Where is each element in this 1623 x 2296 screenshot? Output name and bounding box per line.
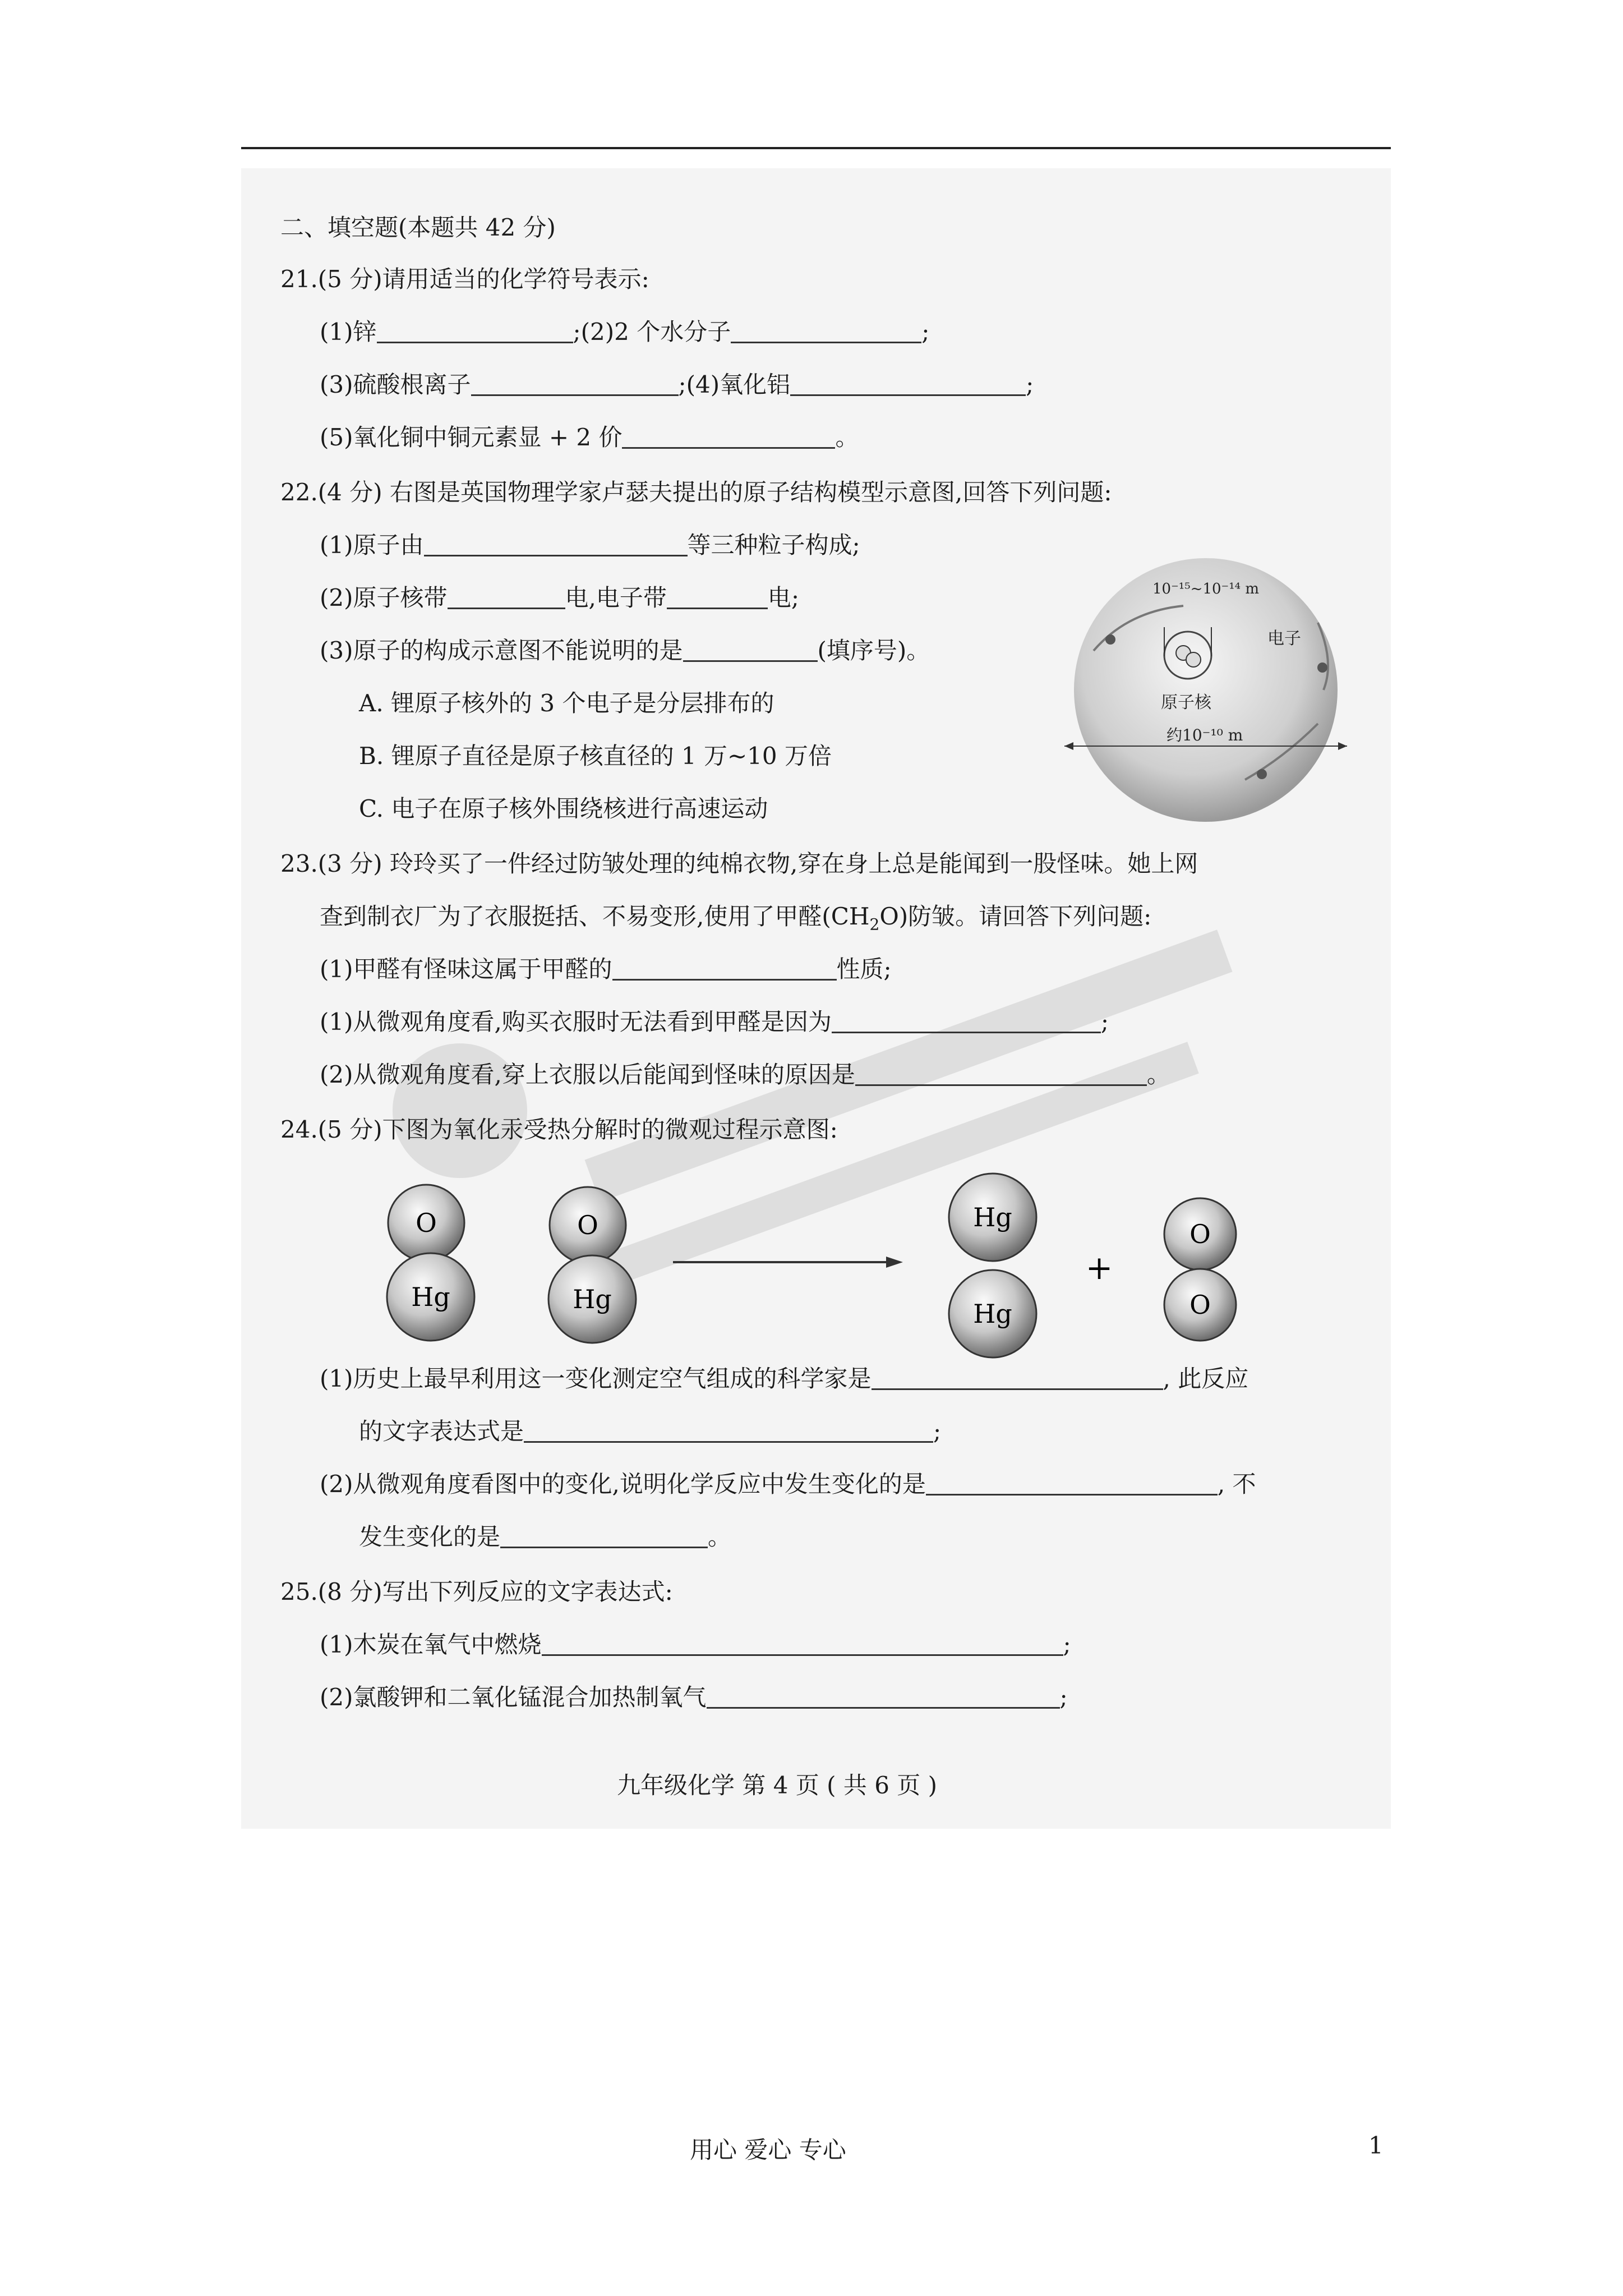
mercury-atom: Hg (973, 1299, 1012, 1329)
q23-label-smell: (2)从微观角度看,穿上衣服以后能闻到怪味的原因是 (320, 1061, 855, 1088)
header-rule (241, 147, 1391, 149)
q22-label-nucleus: (2)原子核带 (320, 584, 448, 611)
q21-blank-zinc[interactable] (377, 319, 573, 343)
q25-line1 (320, 1629, 1071, 1660)
q21-stem: 21.(5 分)请用适当的化学符号表示: (280, 265, 649, 293)
oxygen-atom: O (1189, 1290, 1211, 1320)
q21-label-cuo: (5)氧化铜中铜元素显 + 2 价 (320, 424, 623, 451)
q25-line2 (320, 1682, 1068, 1713)
q21-label-zinc: (1)锌 (320, 318, 377, 346)
q22-line1 (320, 530, 860, 561)
q21-punct-3: 。 (835, 424, 859, 451)
q22-label-cannot: (3)原子的构成示意图不能说明的是 (320, 637, 683, 664)
q22-blank-nucleus-charge[interactable] (448, 585, 565, 609)
q22-blank-cannot[interactable] (683, 638, 818, 662)
q21-label-water: ;(2)2 个水分子 (573, 318, 731, 346)
q22-label-electron-end: 电; (767, 584, 800, 611)
electron-dot (1317, 662, 1327, 673)
atom-model-figure (1060, 555, 1352, 825)
q25-label-kclo3: (2)氯酸钾和二氧化锰混合加热制氧气 (320, 1683, 707, 1711)
q23-blank-invisible[interactable] (832, 1009, 1101, 1033)
electron-dot (1105, 634, 1115, 645)
q22-option-a: A. 锂原子核外的 3 个电子是分层排布的 (359, 689, 774, 717)
q25-blank-charcoal[interactable] (542, 1632, 1063, 1656)
q24-line3 (320, 1469, 1256, 1500)
q22-blank-particles[interactable] (424, 532, 688, 556)
nucleus-label: 原子核 (1161, 693, 1211, 712)
q21-line1 (320, 316, 929, 348)
q25-punct-2: ; (1059, 1683, 1068, 1711)
electron-label: 电子 (1267, 629, 1301, 648)
q22-line2 (320, 582, 799, 614)
q24-label-scientist-end: , 此反应 (1163, 1365, 1249, 1392)
q25-blank-kclo3[interactable] (707, 1685, 1060, 1709)
q23-stem2-end: O)防皱。请回答下列问题: (879, 903, 1152, 930)
q22-stem: 22.(4 分) 右图是英国物理学家卢瑟夫提出的原子结构模型示意图,回答下列问题: (280, 478, 1112, 506)
q22-line3 (320, 635, 930, 666)
q24-blank-equation[interactable] (524, 1419, 933, 1443)
q23-label-invisible: (1)从微观角度看,购买衣服时无法看到甲醛是因为 (320, 1008, 832, 1036)
q23-line3 (320, 1059, 1170, 1091)
oxygen-molecule-product (1164, 1198, 1236, 1341)
q24-blank-changed[interactable] (926, 1471, 1218, 1496)
q22-blank-electron-charge[interactable] (667, 585, 768, 609)
section-title: 二、填空题(本题共 42 分) (280, 214, 556, 241)
q25-label-charcoal: (1)木炭在氧气中燃烧 (320, 1631, 542, 1658)
q24-blank-unchanged[interactable] (500, 1524, 708, 1548)
exam-page-footer: 九年级化学 第 4 页 ( 共 6 页 ) (617, 1772, 938, 1799)
q23-line1 (320, 954, 892, 985)
q23-punct-3: 。 (1146, 1061, 1170, 1088)
q23-stem-line2 (320, 901, 1151, 940)
oxygen-atom: O (416, 1208, 437, 1238)
atom-sphere (1074, 558, 1338, 822)
atom-size-label: 约10⁻¹⁰ m (1166, 726, 1243, 744)
q25-punct-1: ; (1063, 1631, 1071, 1658)
mercury-atom: Hg (973, 1202, 1012, 1232)
page-number: 1 (1368, 2132, 1384, 2159)
q24-punct-4: 。 (708, 1523, 732, 1550)
q22-label-cannot-end: (填序号)。 (817, 637, 930, 664)
q22-option-b: B. 锂原子直径是原子核直径的 1 万~10 万倍 (359, 742, 832, 770)
q21-punct-1: ; (921, 318, 930, 346)
q24-stem: 24.(5 分)下图为氧化汞受热分解时的微观过程示意图: (280, 1116, 838, 1143)
q24-blank-scientist[interactable] (872, 1366, 1163, 1390)
q21-blank-water[interactable] (731, 319, 921, 343)
q23-punct-2: ; (1100, 1008, 1109, 1036)
q21-blank-cuo[interactable] (622, 425, 835, 449)
q21-blank-sulfate[interactable] (471, 372, 679, 396)
document-footer: 用心 爱心 专心 (690, 2136, 846, 2164)
q21-label-sulfate: (3)硫酸根离子 (320, 371, 471, 398)
q23-blank-property[interactable] (612, 956, 837, 981)
electron-dot (1257, 769, 1267, 779)
mercury-atom: Hg (411, 1282, 450, 1312)
q24-punct-2: ; (933, 1418, 942, 1445)
q24-line1 (320, 1363, 1248, 1395)
q21-line2 (320, 369, 1034, 401)
q25-stem: 25.(8 分)写出下列反应的文字表达式: (280, 1578, 673, 1605)
q21-punct-2: ; (1026, 371, 1034, 398)
q24-label-equation: 的文字表达式是 (359, 1418, 524, 1445)
q24-label-changed-end: , 不 (1217, 1470, 1256, 1498)
q23-line2 (320, 1006, 1109, 1038)
q24-line2 (359, 1416, 941, 1447)
q21-blank-alumina[interactable] (790, 372, 1026, 396)
q22-label-electron: 电,电子带 (565, 584, 667, 611)
q24-label-unchanged: 发生变化的是 (359, 1523, 501, 1550)
mercury-atoms-product (949, 1174, 1036, 1358)
hgo-molecule-2 (548, 1187, 636, 1343)
hgo-decomposition-diagram (381, 1167, 1335, 1369)
q22-option-c: C. 电子在原子核外围绕核进行高速运动 (359, 795, 768, 822)
nucleus-size-label: 10⁻¹⁵~10⁻¹⁴ m (1152, 581, 1260, 597)
q22-label-particles-end: 等三种粒子构成; (687, 531, 860, 559)
mercury-atom: Hg (573, 1284, 612, 1314)
q23-label-property: (1)甲醛有怪味这属于甲醛的 (320, 955, 612, 983)
q21-line3 (320, 422, 859, 453)
q21-label-alumina: ;(4)氧化铝 (678, 371, 791, 398)
plus-sign: + (1085, 1249, 1113, 1287)
q24-line4 (359, 1521, 731, 1553)
reaction-arrow (673, 1257, 903, 1268)
q22-label-particles: (1)原子由 (320, 531, 424, 559)
q24-label-scientist: (1)历史上最早利用这一变化测定空气组成的科学家是 (320, 1365, 872, 1392)
q23-stem-line1: 23.(3 分) 玲玲买了一件经过防皱处理的纯棉衣物,穿在身上总是能闻到一股怪味。她上网 (280, 850, 1198, 877)
q23-label-property-end: 性质; (836, 955, 892, 983)
q23-stem2-text: 查到制衣厂为了衣服挺括、不易变形,使用了甲醛(CH (320, 903, 870, 930)
q23-formula-subscript: 2 (869, 915, 880, 934)
hgo-molecule-1 (387, 1185, 474, 1341)
q23-blank-smell[interactable] (855, 1062, 1147, 1086)
oxygen-atom: O (577, 1210, 598, 1240)
oxygen-atom: O (1189, 1219, 1211, 1249)
q24-label-changed: (2)从微观角度看图中的变化,说明化学反应中发生变化的是 (320, 1470, 926, 1498)
